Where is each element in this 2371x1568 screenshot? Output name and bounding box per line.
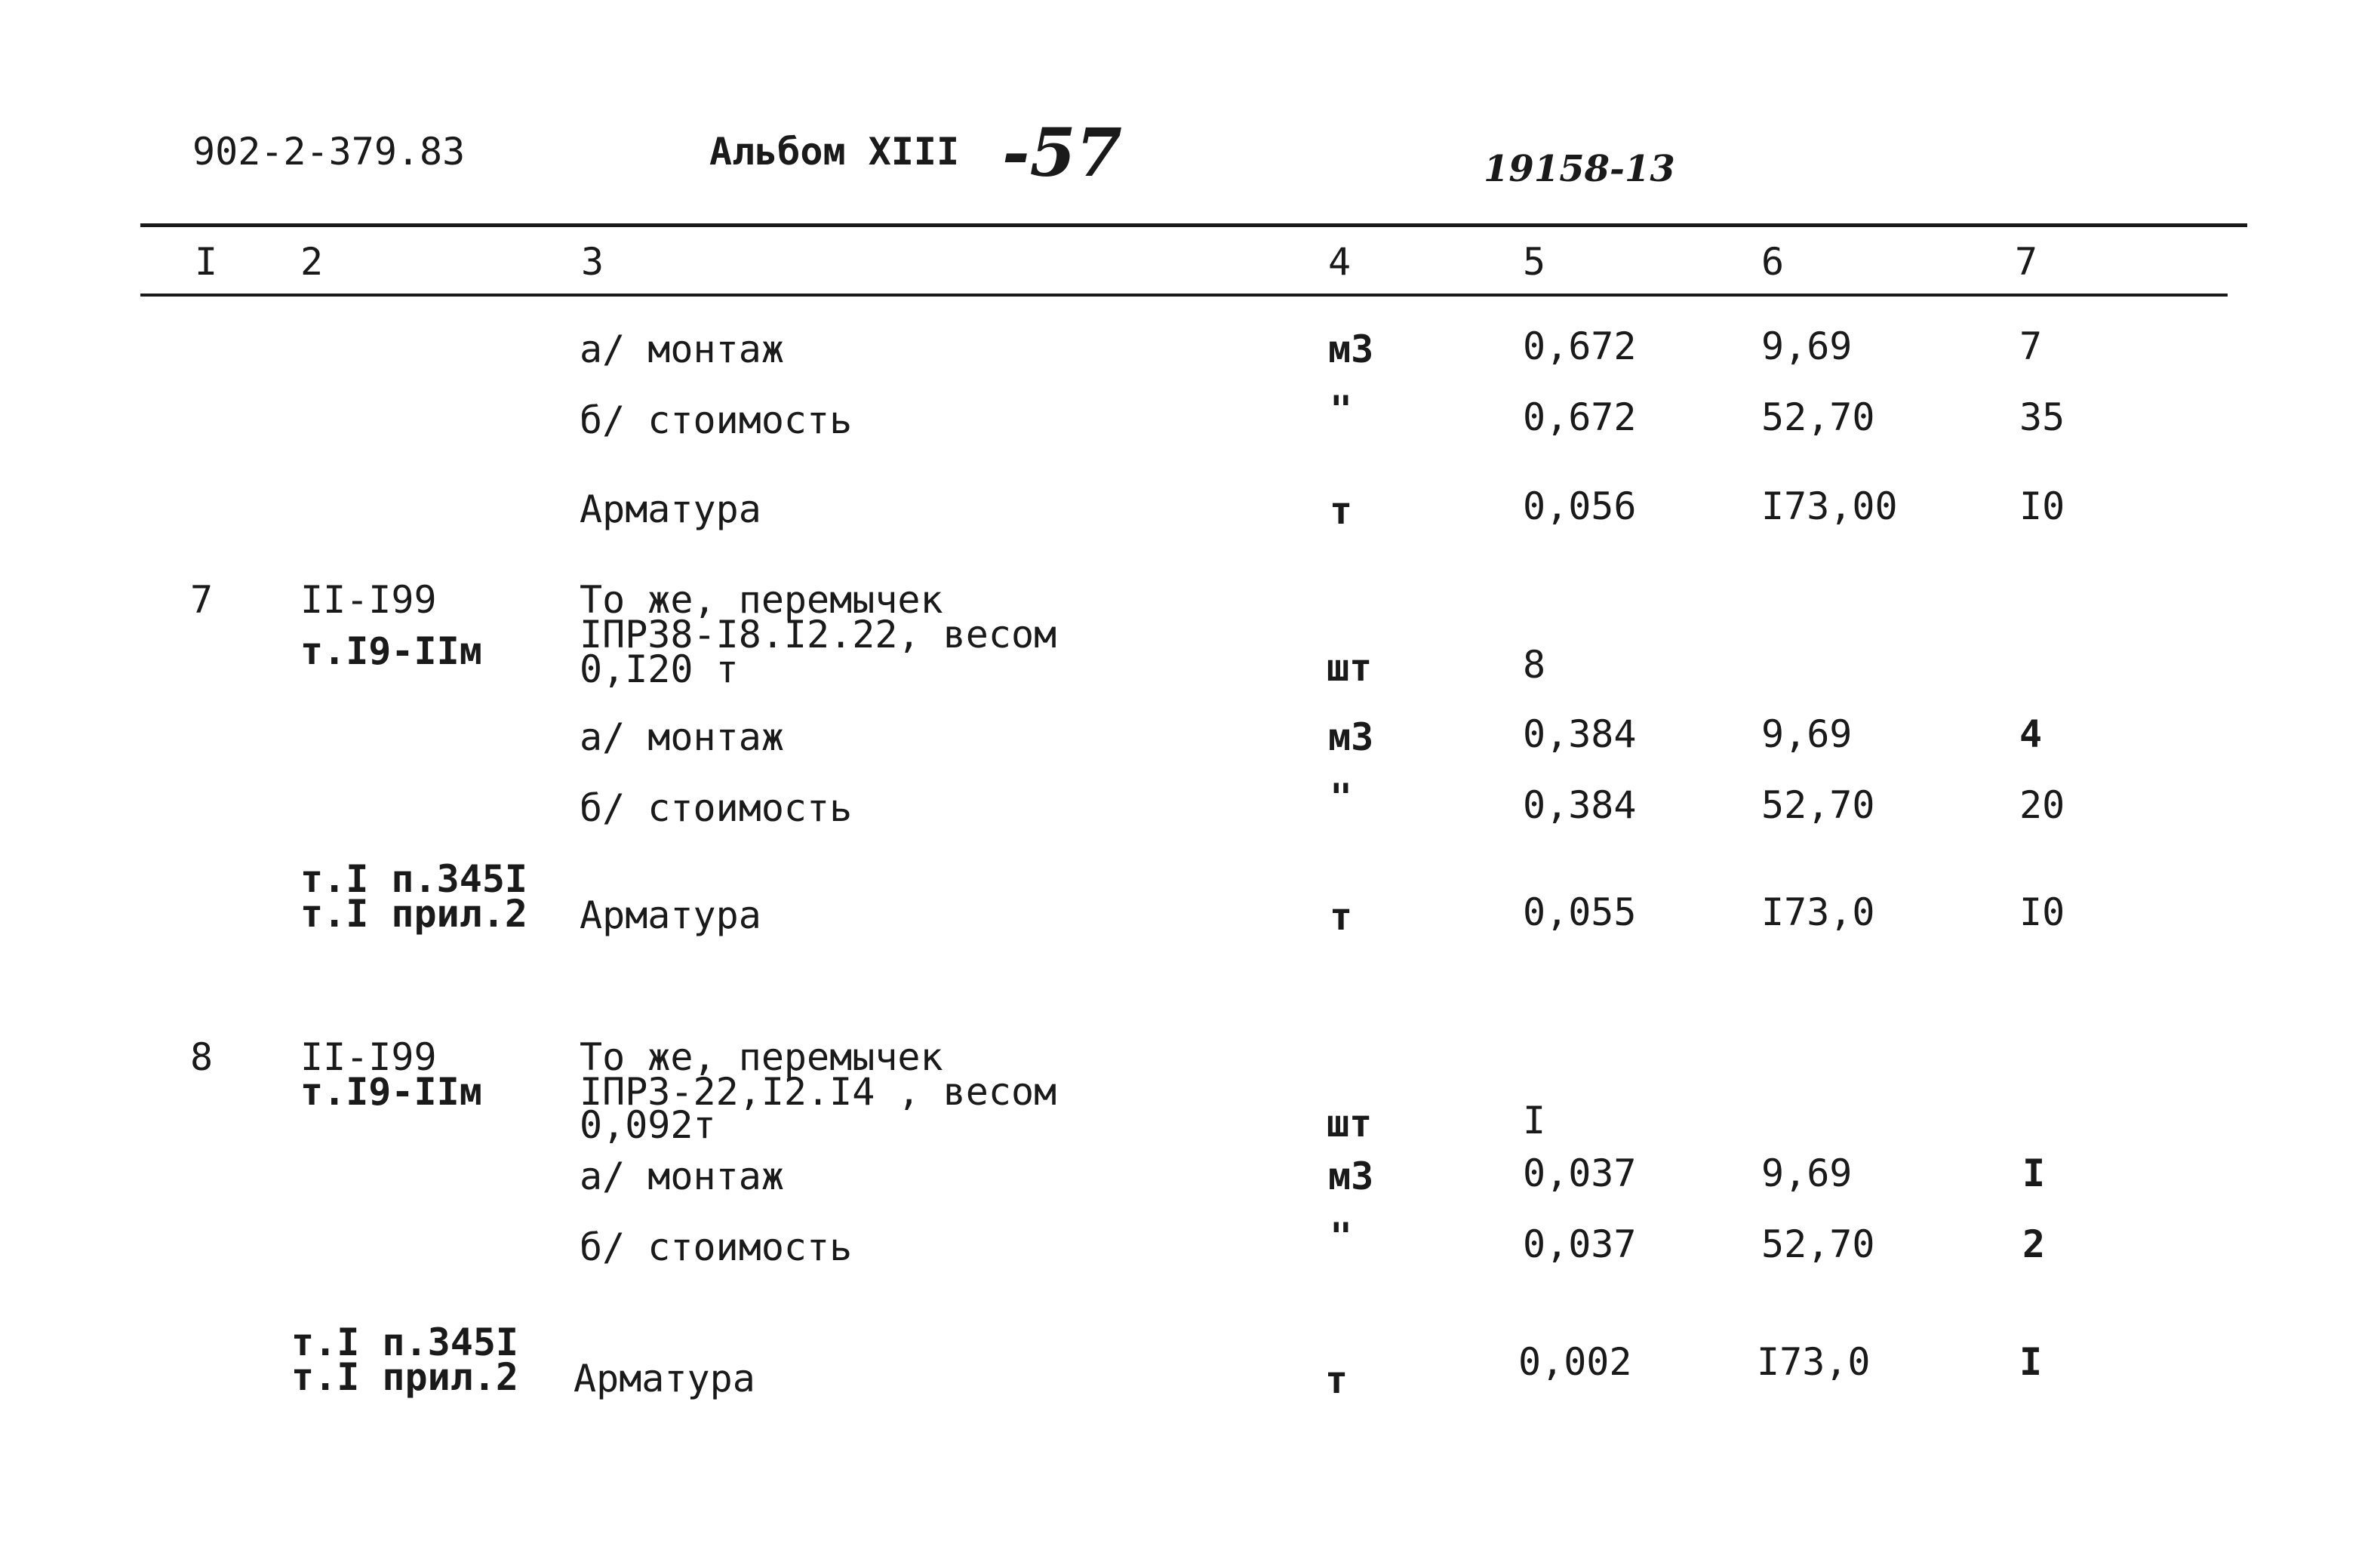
item-code-line-1: II-I99 [300, 578, 437, 622]
row-total: 2 [2022, 1222, 2046, 1266]
row-desc: б/ стоимость [580, 1225, 853, 1269]
row-total: I [2022, 1151, 2046, 1195]
row-desc: Арматура [580, 487, 761, 531]
row-desc: б/ стоимость [580, 398, 853, 442]
row-desc: Арматура [574, 1357, 755, 1400]
item-unit: шт [1327, 646, 1373, 690]
row-quantity: 0,056 [1523, 484, 1637, 528]
row-price: I73,0 [1761, 890, 1875, 934]
row-quantity: 0,384 [1523, 712, 1637, 756]
col-header-4: 4 [1328, 240, 1352, 284]
row-unit: т [1325, 1358, 1348, 1402]
item-unit: шт [1327, 1102, 1373, 1145]
row-desc: а/ монтаж [580, 715, 784, 759]
row-total: 7 [2019, 324, 2043, 368]
row-price: 9,69 [1761, 712, 1853, 756]
row-unit: м3 [1328, 327, 1374, 371]
row-unit: м3 [1328, 1154, 1374, 1198]
item-desc-line-2: IПР3-22,I2.I4 , весом [580, 1070, 1057, 1114]
row-price: 52,70 [1761, 783, 1875, 827]
row-quantity: 0,672 [1523, 395, 1637, 439]
item-code-line-1: II-I99 [300, 1035, 437, 1079]
item-quantity: I [1523, 1099, 1546, 1142]
item-desc-line-1: То же, перемычек [580, 578, 943, 622]
document-code: 902-2-379.83 [192, 130, 466, 174]
row-quantity: 0,002 [1518, 1340, 1632, 1384]
col-header-5: 5 [1523, 240, 1546, 284]
rebar-ref-line-2: т.I прил.2 [291, 1355, 519, 1399]
row-price: I73,00 [1761, 484, 1898, 528]
col-header-7: 7 [2015, 240, 2038, 284]
col-header-6: 6 [1761, 240, 1785, 284]
row-total: I0 [2019, 890, 2065, 934]
album-label: Альбом XIII [709, 130, 960, 174]
rebar-ref-line-1: т.I п.345I [291, 1321, 519, 1364]
row-total: 4 [2019, 712, 2043, 756]
item-number: 7 [190, 578, 214, 622]
item-desc-line-2: IПР38-I8.I2.22, весом [580, 613, 1057, 656]
row-unit: т [1330, 489, 1353, 533]
row-unit: " [1330, 388, 1353, 432]
row-price: I73,0 [1757, 1340, 1871, 1384]
item-code-line-2: т.I9-IIм [300, 1070, 482, 1114]
row-unit: м3 [1328, 715, 1374, 759]
row-quantity: 0,037 [1523, 1151, 1637, 1195]
page-number: -57 [1002, 113, 1122, 192]
item-code-line-2: т.I9-IIм [300, 629, 482, 673]
row-unit: " [1330, 1215, 1353, 1259]
row-price: 9,69 [1761, 1151, 1853, 1195]
col-header-1: I [195, 240, 218, 284]
col-header-3: 3 [581, 240, 604, 284]
row-total: 35 [2019, 395, 2065, 439]
row-quantity: 0,037 [1523, 1222, 1637, 1266]
archive-number: 19158-13 [1484, 148, 1675, 190]
header-rule-top [140, 223, 2247, 227]
item-desc-line-1: То же, перемычек [580, 1035, 943, 1079]
row-price: 9,69 [1761, 324, 1853, 368]
row-unit: т [1330, 895, 1353, 939]
item-desc-line-3: 0,092т [580, 1103, 716, 1147]
row-quantity: 0,384 [1523, 783, 1637, 827]
row-total: I [2019, 1340, 2043, 1384]
rebar-ref-line-2: т.I прил.2 [300, 892, 528, 936]
row-desc: б/ стоимость [580, 786, 853, 830]
item-number: 8 [190, 1035, 214, 1079]
rebar-ref-line-1: т.I п.345I [300, 857, 528, 901]
row-desc: а/ монтаж [580, 327, 784, 371]
item-desc-line-3: 0,I20 т [580, 647, 739, 691]
item-quantity: 8 [1523, 643, 1546, 687]
row-price: 52,70 [1761, 1222, 1875, 1266]
row-quantity: 0,672 [1523, 324, 1637, 368]
row-quantity: 0,055 [1523, 890, 1637, 934]
row-desc: а/ монтаж [580, 1154, 784, 1198]
header-rule-bottom [140, 294, 2228, 297]
row-total: 20 [2019, 783, 2065, 827]
row-total: I0 [2019, 484, 2065, 528]
row-price: 52,70 [1761, 395, 1875, 439]
row-unit: " [1330, 776, 1353, 819]
col-header-2: 2 [300, 240, 324, 284]
row-desc: Арматура [580, 893, 761, 937]
